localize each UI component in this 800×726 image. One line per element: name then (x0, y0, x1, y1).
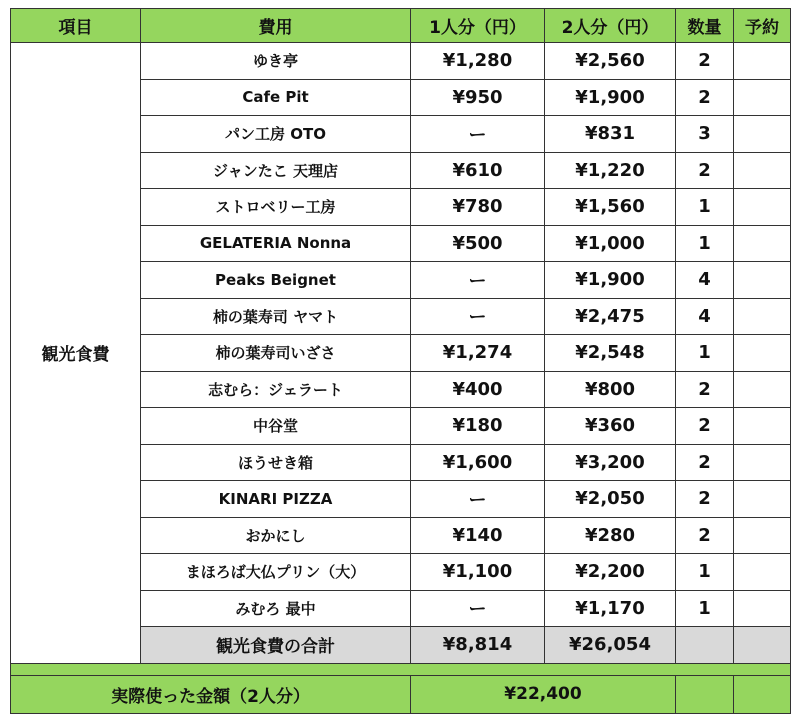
quantity: 3 (676, 116, 734, 153)
quantity: 2 (676, 444, 734, 481)
reservation-cell (734, 335, 791, 372)
quantity: 2 (676, 517, 734, 554)
reservation-cell (734, 116, 791, 153)
price-two-people: ¥2,560 (545, 43, 676, 80)
price-two-people: ¥2,475 (545, 298, 676, 335)
category-cell: 観光食費 (11, 43, 141, 664)
subtotal-reservation (734, 627, 791, 664)
price-two-people: ¥1,900 (545, 262, 676, 299)
actual-reservation (734, 675, 791, 713)
header-two-people: 2人分（円） (545, 9, 676, 43)
header-reservation: 予約 (734, 9, 791, 43)
quantity: 4 (676, 262, 734, 299)
quantity: 2 (676, 43, 734, 80)
subtotal-two-people: ¥26,054 (545, 627, 676, 664)
price-per-person: ¥180 (411, 408, 545, 445)
price-two-people: ¥1,900 (545, 79, 676, 116)
price-per-person: ー (411, 116, 545, 153)
actual-spent-row (11, 675, 791, 713)
shop-name: 中谷堂 (141, 408, 411, 445)
shop-name: ジャンたこ 天理店 (141, 152, 411, 189)
quantity: 2 (676, 152, 734, 189)
actual-quantity (676, 675, 734, 713)
shop-name: GELATERIA Nonna (141, 225, 411, 262)
price-per-person: ¥780 (411, 189, 545, 226)
actual-label: 実際使った金額（2人分） (11, 675, 411, 713)
price-two-people: ¥1,170 (545, 590, 676, 627)
reservation-cell (734, 444, 791, 481)
header-quantity: 数量 (676, 9, 734, 43)
shop-name: 志むら：ジェラート (141, 371, 411, 408)
reservation-cell (734, 43, 791, 80)
subtotal-label: 観光食費の合計 (141, 627, 411, 664)
shop-name: Peaks Beignet (141, 262, 411, 299)
header-row (11, 9, 791, 43)
price-two-people: ¥1,560 (545, 189, 676, 226)
price-per-person: ー (411, 262, 545, 299)
price-two-people: ¥2,548 (545, 335, 676, 372)
quantity: 1 (676, 590, 734, 627)
table-row (11, 43, 791, 80)
price-per-person: ー (411, 481, 545, 518)
price-per-person: ¥140 (411, 517, 545, 554)
price-per-person: ¥950 (411, 79, 545, 116)
price-two-people: ¥280 (545, 517, 676, 554)
quantity: 1 (676, 554, 734, 591)
price-two-people: ¥360 (545, 408, 676, 445)
price-per-person: ¥500 (411, 225, 545, 262)
price-per-person: ¥400 (411, 371, 545, 408)
actual-value: ¥22,400 (411, 675, 676, 713)
reservation-cell (734, 590, 791, 627)
shop-name: Cafe Pit (141, 79, 411, 116)
shop-name: KINARI PIZZA (141, 481, 411, 518)
price-two-people: ¥3,200 (545, 444, 676, 481)
price-two-people: ¥2,050 (545, 481, 676, 518)
price-two-people: ¥800 (545, 371, 676, 408)
price-per-person: ¥1,600 (411, 444, 545, 481)
price-two-people: ¥831 (545, 116, 676, 153)
price-per-person: ¥610 (411, 152, 545, 189)
reservation-cell (734, 262, 791, 299)
quantity: 2 (676, 79, 734, 116)
shop-name: 柿の葉寿司いざさ (141, 335, 411, 372)
reservation-cell (734, 371, 791, 408)
reservation-cell (734, 481, 791, 518)
shop-name: ストロベリー工房 (141, 189, 411, 226)
quantity: 1 (676, 189, 734, 226)
subtotal-quantity (676, 627, 734, 664)
shop-name: みむろ 最中 (141, 590, 411, 627)
spacer-row (11, 663, 791, 675)
price-per-person: ¥1,100 (411, 554, 545, 591)
quantity: 2 (676, 481, 734, 518)
shop-name: おかにし (141, 517, 411, 554)
quantity: 1 (676, 225, 734, 262)
shop-name: まほろば大仏プリン（大） (141, 554, 411, 591)
price-per-person: ¥1,274 (411, 335, 545, 372)
shop-name: ほうせき箱 (141, 444, 411, 481)
header-item: 項目 (11, 9, 141, 43)
price-per-person: ー (411, 298, 545, 335)
shop-name: ゆき亭 (141, 43, 411, 80)
reservation-cell (734, 225, 791, 262)
reservation-cell (734, 189, 791, 226)
price-two-people: ¥1,000 (545, 225, 676, 262)
spacer-cell (11, 663, 791, 675)
price-two-people: ¥2,200 (545, 554, 676, 591)
reservation-cell (734, 152, 791, 189)
reservation-cell (734, 517, 791, 554)
quantity: 2 (676, 371, 734, 408)
shop-name: パン工房 OTO (141, 116, 411, 153)
reservation-cell (734, 554, 791, 591)
table-body (11, 43, 791, 714)
subtotal-per-person: ¥8,814 (411, 627, 545, 664)
header-per-person: 1人分（円） (411, 9, 545, 43)
price-per-person: ¥1,280 (411, 43, 545, 80)
header-cost: 費用 (141, 9, 411, 43)
reservation-cell (734, 298, 791, 335)
reservation-cell (734, 79, 791, 116)
expense-table-wrapper (10, 8, 791, 714)
price-per-person: ー (411, 590, 545, 627)
shop-name: 柿の葉寿司 ヤマト (141, 298, 411, 335)
reservation-cell (734, 408, 791, 445)
expense-table (10, 8, 791, 714)
quantity: 1 (676, 335, 734, 372)
quantity: 4 (676, 298, 734, 335)
quantity: 2 (676, 408, 734, 445)
price-two-people: ¥1,220 (545, 152, 676, 189)
